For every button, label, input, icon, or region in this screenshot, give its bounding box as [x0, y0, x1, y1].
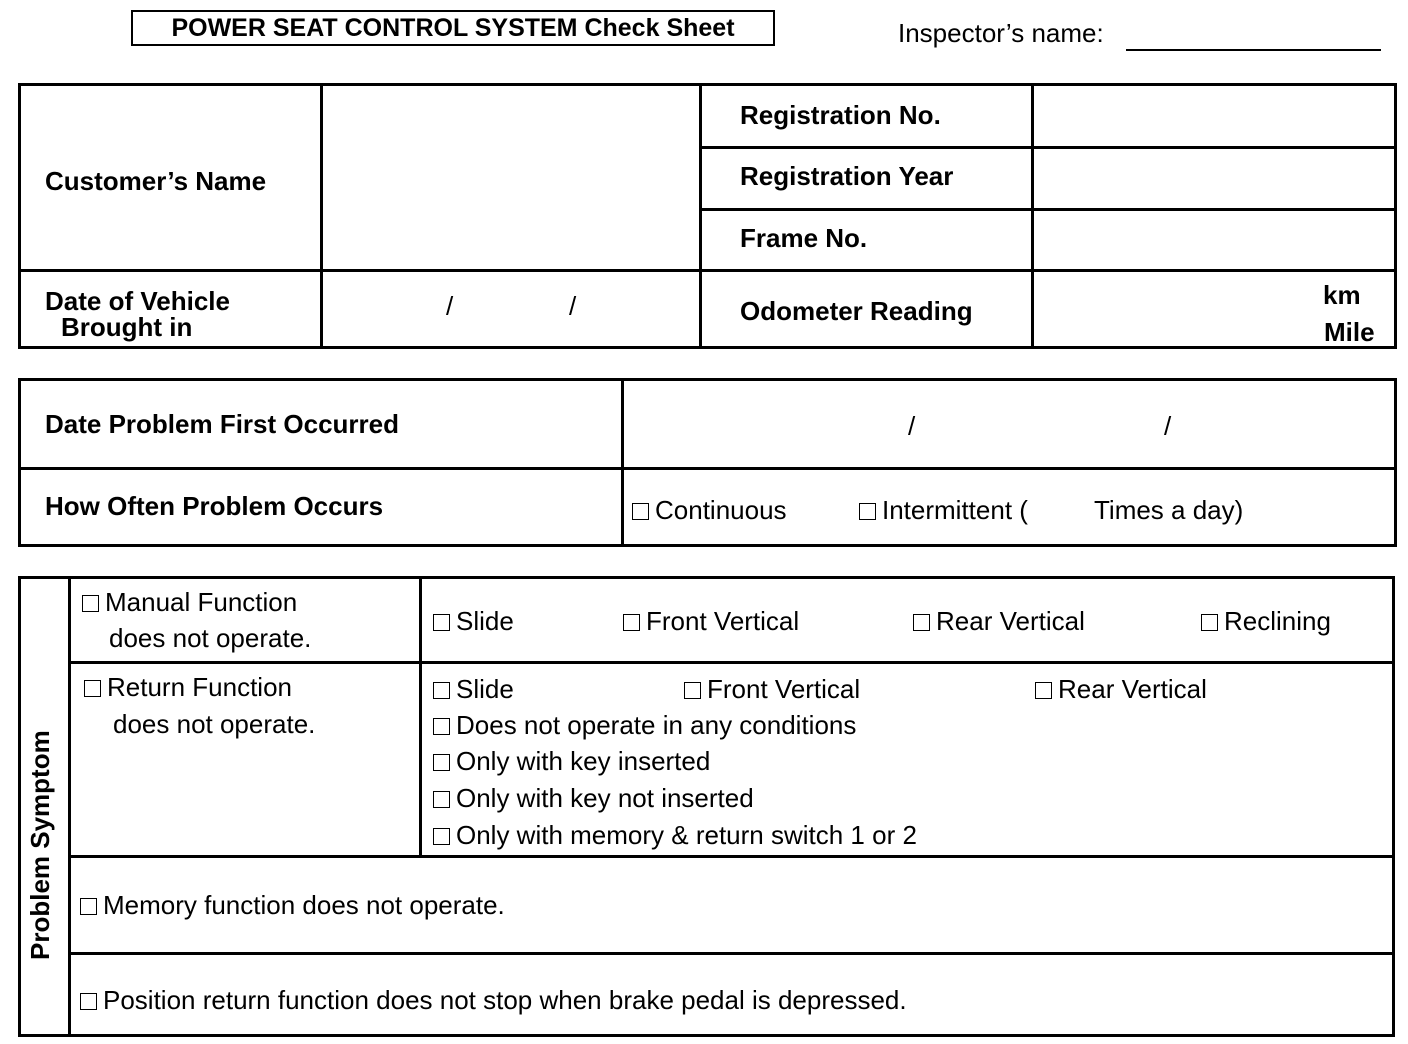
- date-first-occurred-label: Date Problem First Occurred: [45, 409, 399, 439]
- checkbox[interactable]: [623, 614, 640, 631]
- problem-timing-table: [18, 378, 1397, 547]
- manual-function-label-line2: does not operate.: [109, 623, 312, 653]
- manual-front-vertical-option[interactable]: Front Vertical: [623, 608, 799, 635]
- memory-function-option[interactable]: Memory function does not operate.: [80, 892, 505, 919]
- odometer-unit-km: km: [1323, 280, 1361, 310]
- inspector-name-label: Inspector’s name:: [898, 18, 1104, 48]
- return-rear-vertical-option[interactable]: Rear Vertical: [1035, 676, 1207, 703]
- registration-no-label: Registration No.: [740, 100, 941, 130]
- checkbox[interactable]: [1201, 614, 1218, 631]
- checkbox[interactable]: [82, 595, 99, 612]
- checkbox[interactable]: [684, 682, 701, 699]
- times-a-day-label: Times a day): [1094, 495, 1244, 525]
- sheet-title: POWER SEAT CONTROL SYSTEM Check Sheet: [131, 10, 775, 46]
- customer-name-label: Customer’s Name: [45, 166, 267, 196]
- manual-slide-option[interactable]: Slide: [433, 608, 514, 635]
- checkbox[interactable]: [433, 754, 450, 771]
- intermittent-option[interactable]: Intermittent (: [859, 497, 1028, 524]
- condition-option[interactable]: Only with key inserted: [433, 748, 710, 775]
- checkbox[interactable]: [632, 503, 649, 520]
- return-front-vertical-option[interactable]: Front Vertical: [684, 676, 860, 703]
- position-return-option[interactable]: Position return function does not stop when brake pedal is depressed.: [80, 987, 907, 1014]
- return-function-label-line2: does not operate.: [113, 709, 316, 739]
- checkbox[interactable]: [433, 791, 450, 808]
- checkbox[interactable]: [913, 614, 930, 631]
- checkbox[interactable]: [84, 680, 101, 697]
- registration-no-field[interactable]: [1034, 86, 1394, 146]
- checkbox[interactable]: [433, 614, 450, 631]
- date-separator: /: [1164, 411, 1172, 441]
- date-brought-in-label-line1: Date of Vehicle: [45, 286, 230, 316]
- condition-option[interactable]: Does not operate in any conditions: [433, 712, 856, 739]
- frame-no-label: Frame No.: [740, 223, 868, 253]
- date-separator: /: [569, 291, 577, 321]
- date-brought-in-label-line2: Brought in: [61, 312, 193, 342]
- odometer-unit-mile: Mile: [1324, 317, 1375, 347]
- return-function-option[interactable]: Return Function: [84, 674, 292, 701]
- return-slide-option[interactable]: Slide: [433, 676, 514, 703]
- checkbox[interactable]: [859, 503, 876, 520]
- checkbox[interactable]: [1035, 682, 1052, 699]
- checkbox[interactable]: [433, 718, 450, 735]
- condition-option[interactable]: Only with memory & return switch 1 or 2: [433, 822, 917, 849]
- customer-name-field[interactable]: [323, 86, 699, 269]
- registration-year-label: Registration Year: [740, 161, 954, 191]
- odometer-label: Odometer Reading: [740, 296, 973, 326]
- date-separator: /: [446, 291, 454, 321]
- checkbox[interactable]: [80, 898, 97, 915]
- date-separator: /: [908, 411, 916, 441]
- vehicle-info-table: [18, 83, 1397, 349]
- checkbox[interactable]: [433, 682, 450, 699]
- checkbox[interactable]: [433, 828, 450, 845]
- problem-symptom-label: Problem Symptom: [25, 730, 55, 960]
- condition-option[interactable]: Only with key not inserted: [433, 785, 754, 812]
- frame-no-field[interactable]: [1034, 211, 1394, 269]
- checkbox[interactable]: [80, 993, 97, 1010]
- manual-rear-vertical-option[interactable]: Rear Vertical: [913, 608, 1085, 635]
- problem-symptom-table: [18, 576, 1395, 1037]
- manual-function-option[interactable]: Manual Function: [82, 589, 297, 616]
- how-often-label: How Often Problem Occurs: [45, 491, 384, 521]
- registration-year-field[interactable]: [1034, 149, 1394, 208]
- manual-reclining-option[interactable]: Reclining: [1201, 608, 1331, 635]
- continuous-option[interactable]: Continuous: [632, 497, 787, 524]
- inspector-name-field[interactable]: [1126, 49, 1381, 51]
